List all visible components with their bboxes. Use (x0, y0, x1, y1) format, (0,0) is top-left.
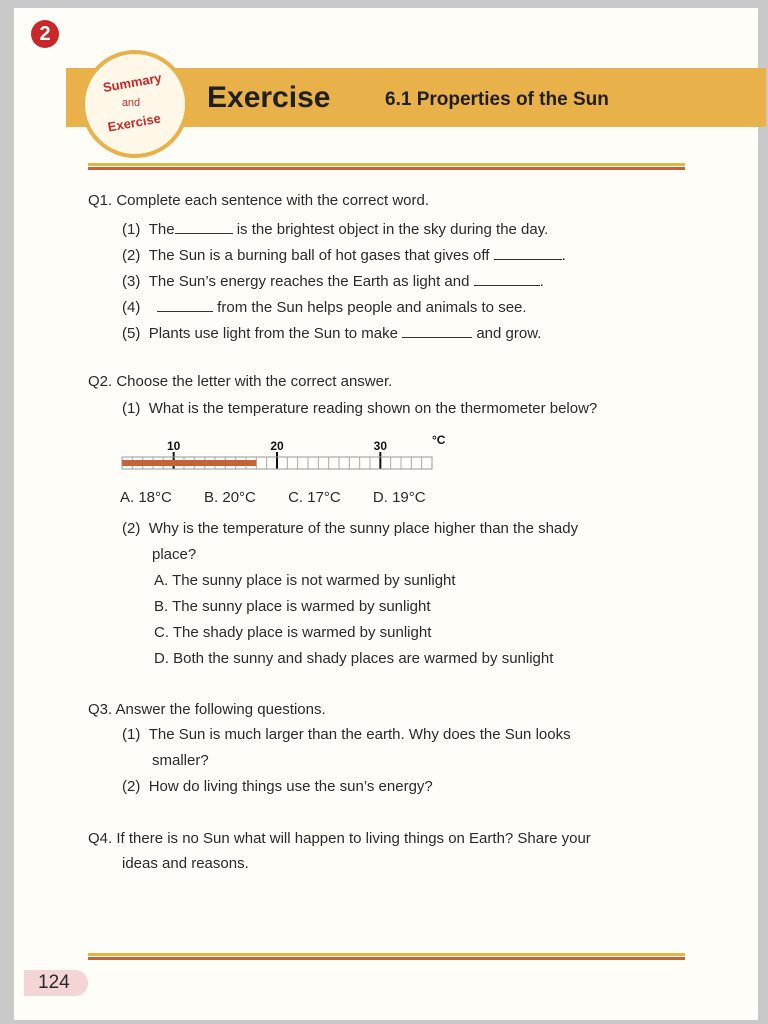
item-number: (3) (122, 273, 141, 290)
item-text-after: from the Sun helps people and animals to see. (213, 299, 527, 316)
q2-sub1 (122, 400, 597, 417)
thermometer-unit: °C (432, 434, 446, 447)
q4-line2: ideas and reasons. (122, 855, 249, 872)
q1-item-5 (122, 323, 541, 342)
item-text-before: Plants use light from the Sun to make (148, 325, 403, 342)
q2-sub2-option-b[interactable]: B. The sunny place is warmed by sunlight (154, 598, 431, 615)
item-number: (4) (122, 299, 141, 316)
answer-blank[interactable] (175, 219, 233, 234)
summary-exercise-badge (81, 50, 189, 158)
answer-blank[interactable] (402, 323, 472, 338)
badge-and-text: and (121, 97, 141, 109)
item-text-after: and grow. (472, 325, 542, 342)
item-number: (5) (122, 325, 141, 342)
item-number: (1) (122, 726, 141, 743)
q2-sub2-option-d[interactable]: D. Both the sunny and shady places are warmed by sunlight (154, 650, 554, 667)
item-text-after: . (539, 273, 544, 290)
item-text-before: The Sun’s energy reaches the Earth as light and (148, 273, 474, 290)
tick-label: 30 (373, 439, 388, 453)
option-c[interactable]: C. 17°C (288, 489, 341, 506)
q2-sub2 (122, 520, 578, 537)
q1-item-2 (122, 245, 566, 264)
page-title: Exercise (207, 81, 331, 114)
thermometer-liquid (122, 460, 256, 466)
item-number: (1) (122, 221, 141, 238)
q4-prompt: Q4. If there is no Sun what will happen to living things on Earth? Share your (88, 830, 591, 847)
item-number: (1) (122, 400, 141, 417)
item-text: The Sun is much larger than the earth. Why does the Sun looks (148, 726, 571, 743)
tick-label: 10 (166, 439, 181, 453)
item-text: How do living things use the sun’s energy? (148, 778, 433, 795)
badge-exercise-text: Exercise (106, 110, 162, 135)
q1-item-3 (122, 271, 544, 290)
item-number: (2) (122, 778, 141, 795)
badge-summary-text: Summary (101, 70, 163, 96)
thermometer (120, 434, 450, 476)
q2-prompt: Q2. Choose the letter with the correct answer. (88, 373, 393, 390)
q2-sub2-option-c[interactable]: C. The shady place is warmed by sunlight (154, 624, 432, 641)
q3-prompt: Q3. Answer the following questions. (88, 701, 326, 718)
unit-number-badge: 2 (31, 20, 59, 48)
thermometer-graphic (120, 434, 450, 476)
item-text-before: The (148, 221, 175, 238)
bottom-divider (88, 953, 685, 960)
item-number: (2) (122, 520, 141, 537)
item-text-after: is the brightest object in the sky during the day. (232, 221, 549, 238)
page-number: 124 (24, 970, 88, 996)
option-a[interactable]: A. 18°C (120, 489, 172, 506)
q3-sub1-line2: smaller? (152, 752, 209, 769)
q3-sub2 (122, 778, 433, 795)
item-text: What is the temperature reading shown on the thermometer below? (148, 400, 598, 417)
q2-sub1-options (120, 489, 454, 506)
tick-label: 20 (270, 439, 284, 453)
option-b[interactable]: B. 20°C (204, 489, 256, 506)
answer-blank[interactable] (494, 245, 562, 260)
q2-sub2-option-a[interactable]: A. The sunny place is not warmed by sunlight (154, 572, 456, 589)
option-d[interactable]: D. 19°C (372, 489, 426, 506)
item-text-before: The Sun is a burning ball of hot gases that gives off (148, 247, 494, 264)
section-title: 6.1 Properties of the Sun (385, 89, 609, 110)
answer-blank[interactable] (474, 271, 540, 286)
q3-sub1 (122, 726, 571, 743)
q1-item-1 (122, 219, 548, 238)
q2-sub2-line2: place? (152, 546, 197, 563)
item-text: Why is the temperature of the sunny place higher than the shady (148, 520, 579, 537)
item-number: (2) (122, 247, 141, 264)
item-text-after: . (561, 247, 566, 264)
q1-prompt: Q1. Complete each sentence with the correct word. (88, 192, 430, 209)
answer-blank[interactable] (157, 297, 213, 312)
q1-item-4 (122, 297, 527, 316)
top-divider (88, 163, 685, 170)
